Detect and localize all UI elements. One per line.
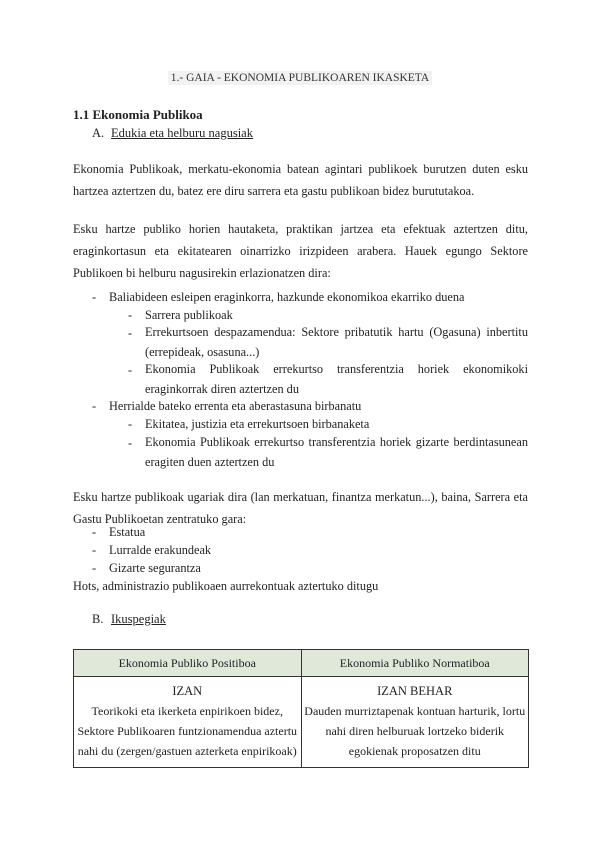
list-dash: -	[92, 543, 97, 557]
subsection-a-heading	[92, 126, 253, 141]
list-item-text: Estatua	[109, 525, 146, 539]
table-header-row	[74, 650, 529, 677]
list-dash: -	[128, 436, 133, 450]
list-dash: -	[92, 561, 97, 575]
cell-heading: IZAN	[172, 684, 203, 698]
cell-body: Teorikoki eta ikerketa enpirikoen bidez, Sektore Publikoaren funtzionamendua aztertu nahi du (zergen/gastuen azterketa enpirikoak)	[77, 704, 298, 758]
subsection-a-label: Edukia eta helburu nagusiak	[111, 126, 253, 140]
list-dash: -	[92, 399, 97, 413]
paragraph-1: Ekonomia Publikoak, merkatu-ekonomia batean agintari publikoek burutzen duten esku hartzea aztertzen du, batez ere diru sarrera eta gastu publikoan bidez burututakoa.	[73, 162, 528, 198]
document-title: 1.- GAIA - EKONOMIA PUBLIKOAREN IKASKETA	[0, 72, 600, 84]
list-dash: -	[128, 308, 133, 322]
sub-list-item-text: Ekonomia Publikoak errekurtso transferentzia horiek gizarte berdintasunean eragiten duen aztertzen du	[145, 435, 528, 469]
sub-list-item-text: Ekitatea, justizia eta errekurtsoen birbanaketa	[145, 417, 370, 431]
subsection-b-label: Ikuspegiak	[111, 612, 166, 626]
table-header-positive: Ekonomia Publiko Positiboa	[74, 650, 302, 677]
paragraph-2: Esku hartze publiko horien hautaketa, praktikan jartzea eta efektuak aztertzen ditu, eraginkortasun eta ekitatearen oinarrizko irizpideen arabera. Hauek egungo Sektore Publikoen bi helburu nagusirekin erlazionatzen dira:	[73, 222, 528, 280]
list-dash: -	[128, 326, 133, 340]
paragraph-4: Hots, administrazio publikoaen aurrekontuak aztertuko ditugu	[73, 579, 379, 593]
table-cell-normative	[301, 677, 529, 768]
section-heading: 1.1 Ekonomia Publikoa	[73, 107, 203, 122]
list-dash: -	[92, 525, 97, 539]
table-cell-positive	[74, 677, 302, 768]
cell-body: Dauden murriztapenak kontuan harturik, lortu nahi diren helburuak lortzeko biderik egokienak proposatzen ditu	[304, 704, 526, 758]
sub-list-item-text: Errekurtsoen despazamendua: Sektore pribatutik hartu (Ogasuna) inbertitu (errepideak, osasuna...)	[145, 325, 528, 359]
table-header-normative: Ekonomia Publiko Normatiboa	[301, 650, 529, 677]
list-dash: -	[128, 363, 133, 377]
paragraph-3: Esku hartze publikoak ugariak dira (lan merkatuan, finantza merkatun...), baina, Sarrera eta Gastu Publikoetan zentratuko gara:	[73, 490, 528, 526]
comparison-table	[73, 649, 529, 768]
list-item-text: Baliabideen esleipen eraginkorra, hazkunde ekonomikoa ekarriko duena	[109, 290, 465, 304]
subsection-b-letter: B.	[92, 612, 104, 626]
list-item-text: Herrialde bateko errenta eta aberastasuna birbanatu	[109, 399, 362, 413]
subsection-b-heading	[92, 612, 166, 627]
list-item-text: Gizarte segurantza	[109, 561, 201, 575]
sub-list-item-text: Sarrera publikoak	[145, 308, 233, 322]
list-dash: -	[92, 290, 97, 304]
subsection-a-letter: A.	[92, 126, 105, 140]
table-row	[74, 677, 529, 768]
sub-list-item-text: Ekonomia Publikoak errekurtso transferentzia horiek ekonomikoki eraginkorrak diren aztertzen du	[145, 362, 528, 396]
list-item-text: Lurralde erakundeak	[109, 543, 212, 557]
list-dash: -	[128, 417, 133, 431]
cell-heading: IZAN BEHAR	[377, 684, 453, 698]
